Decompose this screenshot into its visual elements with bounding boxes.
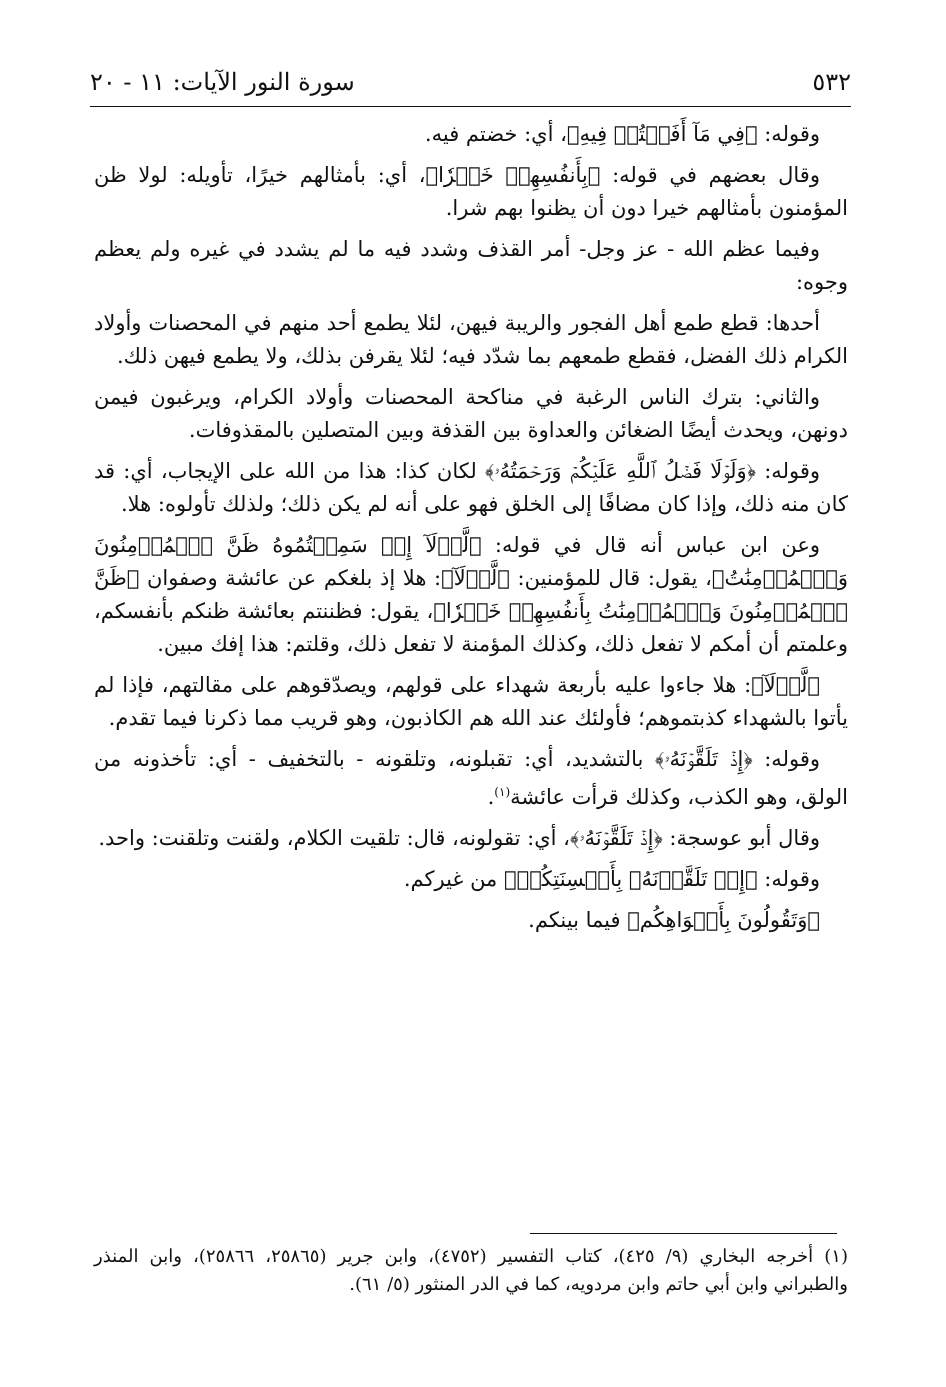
paragraph-text: وقوله: ﴿إِذۡ تَلَقَّوۡنَهُۥ﴾ بالتشديد، أي: تقبلونه، وتلقونه - بالتخفيف - أي: تأخذونه من الولق، وهو الكذب، وكذلك قرأت عائشة	[94, 747, 848, 809]
paragraph: وقوله: ﴿إِذۡ تَلَقَّوۡنَهُۥ بِأَلۡسِنَتِكُمۡ﴾ من غيركم.	[403, 867, 820, 891]
footnote-reference: (١)	[494, 785, 511, 799]
paragraph: وقوله: ﴿فِي مَآ أَفَضۡتُمۡ فِيهِ﴾، أي: خضتم فيه.	[424, 122, 820, 146]
footnote-1: (١) أخرجه البخاري (٩/ ٤٢٥)، كتاب التفسير (٤٧٥٢)، وابن جرير (٢٥٨٦٥، ٢٥٨٦٦)، وابن المنذر والطبراني وابن أبي حاتم وابن مردويه، كما في الدر المنثور (٥/ ٦١).	[94, 1246, 848, 1295]
footnote-divider	[530, 1233, 837, 1234]
paragraph: ﴿وَتَقُولُونَ بِأَفۡوَاهِكُم﴾ فيما بينكم.	[528, 908, 820, 932]
paragraph: وعن ابن عباس أنه قال في قوله: ﴿لَّوۡلَآ إِذۡ سَمِعۡتُمُوهُ ظَنَّ ٱلۡمُؤۡمِنُونَ وَٱلۡمُؤۡمِنَٰتُ﴾، يقول: قال للمؤمنين: ﴿لَّوۡلَآ﴾: هلا إذ بلغكم عن عائشة وصفوان ﴿ظَنَّ ٱلۡمُؤۡمِنُونَ وَٱلۡمُؤۡمِنَٰتُ بِأَنفُسِهِمۡ خَيۡرٗا﴾، يقول: فظننتم بعائشة ظنكم بأنفسكم، وعلمتم أن أمكم لا تفعل ذلك، وكذلك المؤمنة لا تفعل ذلك، وقلتم: هذا إفك مبين.	[94, 533, 848, 656]
paragraph: وفيما عظم الله - عز وجل- أمر القذف وشدد فيه ما لم يشدد في غيره ولم يعظم وجوه:	[94, 237, 848, 294]
paragraph-end-mark: .	[487, 785, 495, 809]
main-text	[94, 118, 848, 945]
paragraph: وقوله: ﴿وَلَوۡلَا فَضۡلُ ٱللَّهِ عَلَيۡكُمۡ وَرَحۡمَتُهُۥ﴾ لكان كذا: هذا من الله على الإيجاب، أي: قد كان منه ذلك، وإذا كان مضافًا إلى الخلق فهو على أنه لم يكن ذلك؛ ولذلك تأولوه: هلا.	[94, 459, 848, 516]
paragraph: وقال بعضهم في قوله: ﴿بِأَنفُسِهِمۡ خَيۡرٗا﴾، أي: بأمثالهم خيرًا، تأويله: لولا ظن المؤمنون بأمثالهم خيرا دون أن يظنوا بهم شرا.	[94, 163, 848, 220]
paragraph: وقال أبو عوسجة: ﴿إِذۡ تَلَقَّوۡنَهُۥ﴾، أي: تقولونه، قال: تلقيت الكلام، ولقنت وتلقنت: واحد.	[98, 826, 820, 850]
page-header	[90, 60, 851, 104]
running-title: سورة النور الآيات: ١١ - ٢٠	[90, 68, 355, 96]
paragraph: والثاني: بترك الناس الرغبة في مناكحة المحصنات وأولاد الكرام، ويرغبون فيمن دونهن، ويحدث أيضًا الضغائن والعداوة بين القذفة وبين المتصلين بالمقذوفات.	[94, 385, 848, 442]
paragraph: ﴿لَّوۡلَآ﴾: هلا جاءوا عليه بأربعة شهداء على قولهم، ويصدّقوهم على مقالتهم، فإذا لم يأتوا بالشهداء كذبتموهم؛ فأولئك عند الله هم الكاذبون، وهو قريب مما ذكرنا فيما تقدم.	[94, 673, 848, 730]
header-divider	[90, 106, 851, 107]
footnotes	[94, 1243, 848, 1299]
page-number: ٥٣٢	[812, 68, 851, 96]
paragraph: أحدها: قطع طمع أهل الفجور والريبة فيهن، لئلا يطمع أحد منهم في المحصنات وأولاد الكرام ذلك الفضل، فقطع طمعهم بما شدّد فيه؛ لئلا يقرفن بذلك، ولا يطمع فيهن ذلك.	[94, 311, 848, 368]
paragraph-with-footnote	[94, 743, 848, 814]
